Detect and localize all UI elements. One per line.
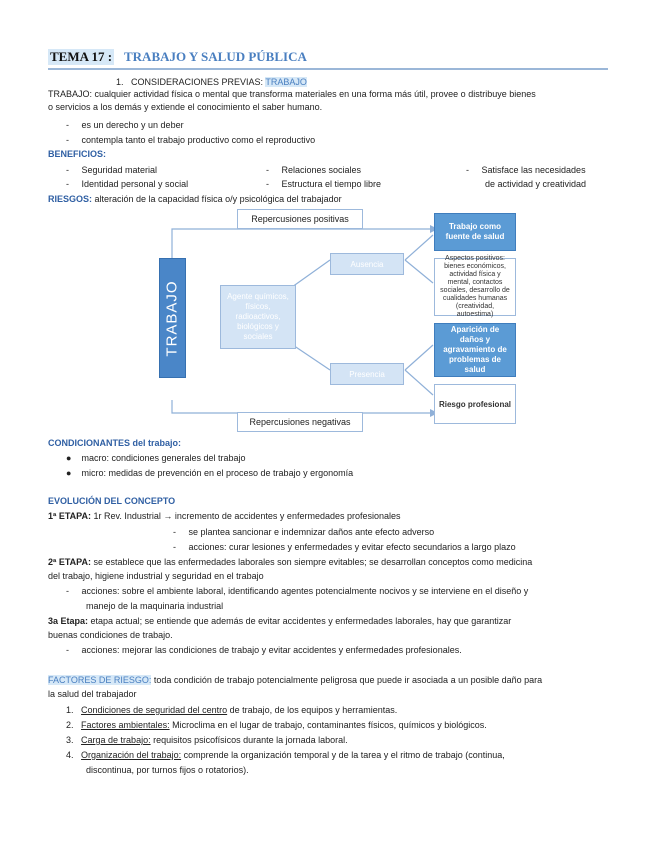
beneficios-heading: BENEFICIOS: bbox=[48, 149, 107, 159]
ausencia-box: Ausencia bbox=[330, 253, 404, 275]
list-item: - acciones: curar lesiones y enfermedades y evitar efecto secundarios a largo plazo bbox=[173, 542, 516, 552]
list-item: - Relaciones sociales bbox=[266, 165, 362, 175]
list-item: - Seguridad material bbox=[66, 165, 158, 175]
tema-number: TEMA 17 : bbox=[50, 49, 113, 64]
repercusiones-positivas: Repercusiones positivas bbox=[237, 209, 363, 229]
condicionantes-heading: CONDICIONANTES del trabajo: bbox=[48, 438, 182, 448]
page-title: TRABAJO Y SALUD PÚBLICA bbox=[124, 49, 307, 64]
fuente-salud-box: Trabajo como fuente de salud bbox=[434, 213, 516, 251]
riesgos-line: RIESGOS: alteración de la capacidad física o/y psicológica del trabajador bbox=[48, 194, 342, 204]
list-item: - Identidad personal y social bbox=[66, 179, 189, 189]
trabajo-definition-cont: o servicios a los demás y extiende el conocimiento el saber humano. bbox=[48, 102, 323, 112]
list-item: 1. Condiciones de seguridad del centro de trabajo, de los equipos y herramientas. bbox=[66, 705, 398, 715]
list-item: ● micro: medidas de prevención en el proceso de trabajo y ergonomía bbox=[66, 468, 354, 478]
aparicion-danos-box: Aparición de daños y agravamiento de problemas de salud bbox=[434, 323, 516, 377]
list-item: - se plantea sancionar e indemnizar daños ante efecto adverso bbox=[173, 527, 435, 537]
repercusiones-negativas: Repercusiones negativas bbox=[237, 412, 363, 432]
etapa2-cont: del trabajo, higiene industrial y seguridad en el trabajo bbox=[48, 571, 264, 581]
section-heading: 1. CONSIDERACIONES PREVIAS: TRABAJO bbox=[116, 77, 307, 87]
presencia-box: Presencia bbox=[330, 363, 404, 385]
list-item: - acciones: sobre el ambiente laboral, identificando agentes potencialmente nocivos y se interviene en el diseño y bbox=[66, 586, 529, 596]
factores-cont: la salud del trabajador bbox=[48, 689, 137, 699]
list-item: - contempla tanto el trabajo productivo como el reproductivo bbox=[66, 135, 316, 145]
list-item: 3. Carga de trabajo: requisitos psicofísicos durante la jornada laboral. bbox=[66, 735, 348, 745]
riesgo-profesional-box: Riesgo profesional bbox=[434, 384, 516, 424]
factores-line: FACTORES DE RIESGO: toda condición de trabajo potencialmente peligrosa que puede ir asociada a un posible daño para bbox=[48, 675, 543, 685]
list-item: ● macro: condiciones generales del trabajo bbox=[66, 453, 246, 463]
agentes-box: Agente químicos, físicos, radioactivos, biológicos y sociales bbox=[220, 285, 296, 349]
etapa2: 2ª ETAPA: se establece que las enfermedades laborales son siempre evitables; se desarrollan conceptos como medicina bbox=[48, 557, 533, 567]
etapa3-cont: buenas condiciones de trabajo. bbox=[48, 630, 173, 640]
evolucion-heading: EVOLUCIÓN DEL CONCEPTO bbox=[48, 496, 176, 506]
list-item: - Satisface las necesidades bbox=[466, 165, 586, 175]
trabajo-box: TRABAJO bbox=[159, 258, 186, 378]
list-item: - acciones: mejorar las condiciones de trabajo y evitar accidentes y enfermedades profesionales. bbox=[66, 645, 462, 655]
aspectos-box: Aspectos positivos: bienes económicos, actividad física y mental, contactos sociales, desarrollo de cualidades humanas (creatividad, autoestima) bbox=[434, 258, 516, 316]
trabajo-definition: TRABAJO: cualquier actividad física o mental que transforma materiales en una forma más útil, provee o distribuye bienes bbox=[48, 89, 536, 99]
list-item-cont: de actividad y creatividad bbox=[485, 179, 587, 189]
etapa3: 3a Etapa: etapa actual; se entiende que además de evitar accidentes y enfermedades laborales, hay que garantizar bbox=[48, 616, 512, 626]
list-item: 2. Factores ambientales: Microclima en el lugar de trabajo, contaminantes físicos, químicos y biológicos. bbox=[66, 720, 487, 730]
list-item: 4. Organización del trabajo: comprende la organización temporal y de la tarea y el ritmo de trabajo (continua, bbox=[66, 750, 505, 760]
etapa1: 1ª ETAPA: 1r Rev. Industrial → incremento de accidentes y enfermedades profesionales bbox=[48, 511, 401, 521]
list-item: - Estructura el tiempo libre bbox=[266, 179, 382, 189]
list-item: - es un derecho y un deber bbox=[66, 120, 184, 130]
list-item-cont: discontinua, por turnos fijos o rotatorios). bbox=[86, 765, 249, 775]
list-item-cont: manejo de la maquinaria industrial bbox=[86, 601, 224, 611]
